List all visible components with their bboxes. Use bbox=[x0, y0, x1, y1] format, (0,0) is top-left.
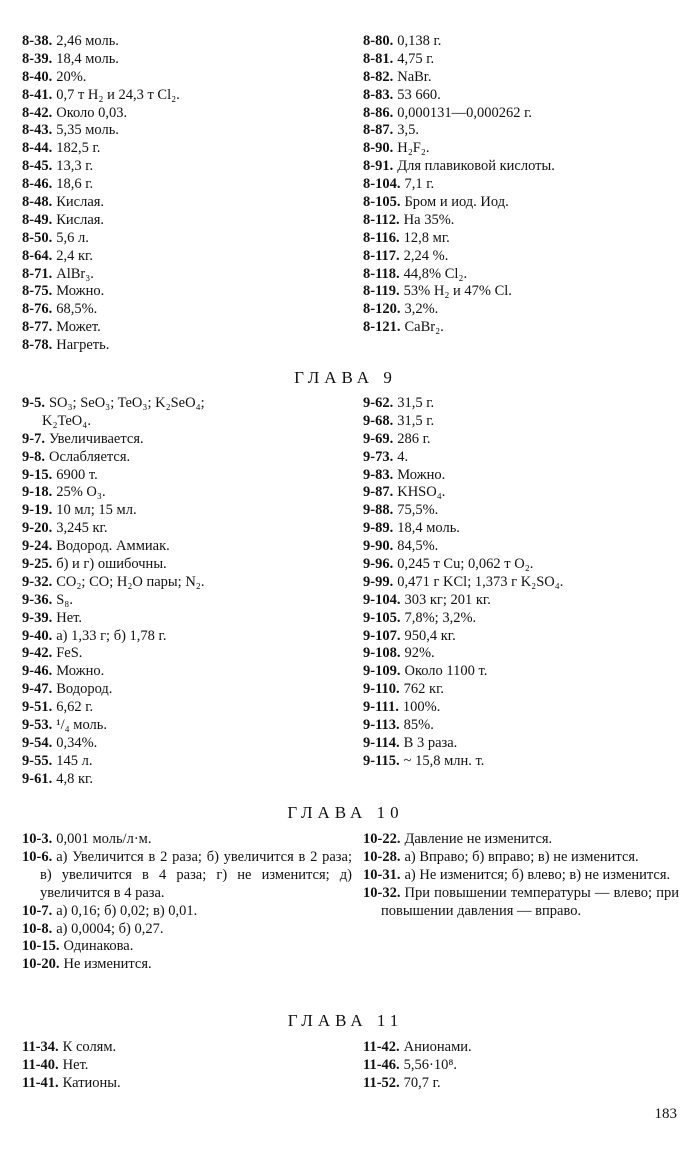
answer-entry bbox=[363, 628, 683, 646]
chapter11-right-column bbox=[363, 1039, 683, 1093]
answer-entry bbox=[22, 301, 352, 319]
answer-number: 9-110. bbox=[363, 681, 400, 698]
answer-entry bbox=[363, 592, 683, 610]
answer-entry bbox=[363, 158, 683, 176]
answer-text: 6900 т. bbox=[56, 466, 98, 483]
answer-entry bbox=[363, 283, 683, 301]
answer-number: 8-83. bbox=[363, 86, 394, 103]
answer-number: 9-54. bbox=[22, 734, 53, 751]
answer-number: 9-5. bbox=[22, 395, 45, 411]
answer-text: 182,5 г. bbox=[56, 140, 101, 157]
answer-entry bbox=[22, 735, 352, 753]
answer-text: На 35%. bbox=[403, 211, 455, 228]
answer-entry bbox=[22, 266, 352, 284]
answer-number: 8-71. bbox=[22, 265, 53, 282]
answer-text: ¹/₄ моль. bbox=[56, 717, 107, 734]
answer-text: К солям. bbox=[62, 1039, 117, 1055]
answer-number: 8-44. bbox=[22, 140, 53, 157]
answer-entry bbox=[22, 33, 352, 51]
answer-number: 8-86. bbox=[363, 104, 394, 121]
answer-text: а) 1,33 г; б) 1,78 г. bbox=[56, 627, 167, 644]
answer-text: 13,3 г. bbox=[56, 158, 94, 175]
answer-number: 9-42. bbox=[22, 645, 53, 662]
answer-text: 75,5%. bbox=[397, 502, 439, 519]
answer-number: 8-118. bbox=[363, 265, 400, 282]
answer-entry bbox=[22, 645, 352, 663]
answer-number: 8-41. bbox=[22, 86, 53, 103]
answer-text: Водород. Аммиак. bbox=[56, 538, 170, 555]
answer-entry bbox=[22, 194, 352, 212]
answer-text: Не изменится. bbox=[63, 956, 152, 973]
answer-text: Катионы. bbox=[62, 1074, 121, 1091]
answer-number: 8-80. bbox=[363, 33, 394, 49]
answer-number: 9-99. bbox=[363, 573, 394, 590]
answer-number: 9-68. bbox=[363, 412, 394, 429]
answer-entry bbox=[363, 867, 679, 885]
answer-text: K₂TeO₄. bbox=[42, 412, 91, 429]
answer-number: 9-108. bbox=[363, 645, 401, 662]
answer-text: SO₃; SeO₃; TeO₃; K₂SeO₄; bbox=[48, 395, 205, 411]
answer-number: 9-18. bbox=[22, 484, 53, 501]
answer-text: 0,245 т Cu; 0,062 т O₂. bbox=[397, 556, 534, 573]
answer-number: 9-73. bbox=[363, 448, 394, 465]
answer-number: 9-46. bbox=[22, 663, 53, 680]
answer-text: CaBr₂. bbox=[404, 319, 444, 336]
answer-number: 9-51. bbox=[22, 699, 53, 716]
answer-entry bbox=[22, 938, 352, 956]
answer-number: 9-69. bbox=[363, 430, 394, 447]
answer-number: 9-40. bbox=[22, 627, 53, 644]
answer-entry bbox=[363, 753, 683, 771]
answer-entry bbox=[363, 105, 683, 123]
answer-number: 8-91. bbox=[363, 158, 394, 175]
answer-number: 11-46. bbox=[363, 1056, 400, 1073]
answer-text: 303 кг; 201 кг. bbox=[404, 591, 491, 608]
answer-text: 68,5%. bbox=[56, 301, 98, 318]
answer-entry bbox=[22, 413, 352, 431]
answer-number: 8-49. bbox=[22, 211, 53, 228]
answer-entry bbox=[363, 395, 683, 413]
answer-number: 8-64. bbox=[22, 247, 53, 264]
answer-text: KHSO₄. bbox=[397, 484, 446, 501]
answer-entry bbox=[22, 520, 352, 538]
answer-text: Около 0,03. bbox=[56, 104, 128, 121]
answer-number: 9-36. bbox=[22, 591, 53, 608]
answer-number: 8-45. bbox=[22, 158, 53, 175]
chapter11-heading: ГЛАВА 11 bbox=[287, 1011, 404, 1030]
answer-text: а) Вправо; б) вправо; в) не изменится. bbox=[404, 848, 639, 865]
answer-text: 0,001 моль/л·м. bbox=[56, 831, 152, 847]
answer-number: 8-48. bbox=[22, 194, 53, 211]
answer-text: Нет. bbox=[62, 1056, 89, 1073]
answer-text: Можно. bbox=[397, 466, 446, 483]
answer-entry bbox=[363, 484, 683, 502]
answer-entry bbox=[22, 230, 352, 248]
answer-number: 8-75. bbox=[22, 283, 53, 300]
answer-text: 70,7 г. bbox=[403, 1074, 441, 1091]
answer-text: S₈. bbox=[56, 591, 73, 608]
answer-text: 7,8%; 3,2%. bbox=[404, 609, 477, 626]
answer-number: 9-90. bbox=[363, 538, 394, 555]
answer-entry bbox=[363, 502, 683, 520]
answer-number: 9-115. bbox=[363, 752, 400, 769]
answer-number: 10-6. bbox=[22, 848, 53, 865]
chapter10-right-column bbox=[363, 831, 679, 921]
answer-entry bbox=[363, 849, 679, 867]
answer-text: 4,75 г. bbox=[397, 50, 435, 67]
answer-number: 9-25. bbox=[22, 556, 53, 573]
answer-entry bbox=[363, 319, 683, 337]
answer-text: Около 1100 т. bbox=[404, 663, 488, 680]
answer-entry bbox=[363, 1057, 683, 1075]
answer-number: 9-32. bbox=[22, 573, 53, 590]
answer-entry bbox=[22, 574, 352, 592]
answer-text: Одинакова. bbox=[63, 938, 134, 955]
answer-text: а) Не изменится; б) влево; в) не изменится. bbox=[404, 866, 671, 883]
answer-number: 9-83. bbox=[363, 466, 394, 483]
answer-entry bbox=[363, 413, 683, 431]
answer-entry bbox=[363, 122, 683, 140]
chapter10-heading: ГЛАВА 10 bbox=[287, 803, 404, 822]
answer-text: Для плавиковой кислоты. bbox=[397, 158, 555, 175]
answer-text: 92%. bbox=[404, 645, 435, 662]
answer-entry bbox=[363, 51, 683, 69]
answer-text: AlBr₃. bbox=[56, 265, 94, 282]
answer-number: 8-78. bbox=[22, 337, 53, 354]
answer-text: В 3 раза. bbox=[403, 734, 458, 751]
answer-entry bbox=[363, 212, 683, 230]
answer-number: 8-76. bbox=[22, 301, 53, 318]
answer-number: 8-119. bbox=[363, 283, 400, 300]
answer-number: 8-117. bbox=[363, 247, 400, 264]
answer-text: 6,62 г. bbox=[56, 699, 94, 716]
answer-number: 8-43. bbox=[22, 122, 53, 139]
answer-text: H₂F₂. bbox=[397, 140, 430, 157]
answer-text: 18,4 моль. bbox=[56, 50, 119, 67]
answer-number: 9-105. bbox=[363, 609, 401, 626]
answer-text: NaBr. bbox=[397, 68, 432, 85]
answer-entry bbox=[22, 921, 352, 939]
answer-entry bbox=[22, 610, 352, 628]
answer-number: 9-39. bbox=[22, 609, 53, 626]
answer-text: 762 кг. bbox=[403, 681, 445, 698]
answer-text: а) 0,16; б) 0,02; в) 0,01. bbox=[56, 902, 198, 919]
answer-text: 7,1 г. bbox=[404, 176, 435, 193]
answer-entry bbox=[22, 903, 352, 921]
answer-entry bbox=[22, 212, 352, 230]
answer-number: 10-3. bbox=[22, 831, 53, 847]
answer-entry bbox=[363, 574, 683, 592]
answer-entry bbox=[363, 431, 683, 449]
answer-number: 11-41. bbox=[22, 1074, 59, 1091]
answer-entry bbox=[22, 717, 352, 735]
answer-entry bbox=[363, 266, 683, 284]
answer-text: 950,4 кг. bbox=[404, 627, 456, 644]
answer-number: 8-40. bbox=[22, 68, 53, 85]
answer-number: 9-88. bbox=[363, 502, 394, 519]
answer-text: 5,35 моль. bbox=[56, 122, 119, 139]
answer-number: 8-121. bbox=[363, 319, 401, 336]
answer-number: 8-112. bbox=[363, 211, 400, 228]
answer-text: 84,5%. bbox=[397, 538, 439, 555]
answer-text: 20%. bbox=[56, 68, 87, 85]
answer-number: 9-96. bbox=[363, 556, 394, 573]
answer-number: 8-116. bbox=[363, 229, 400, 246]
answer-entry bbox=[22, 538, 352, 556]
answer-number: 8-46. bbox=[22, 176, 53, 193]
answer-entry bbox=[22, 467, 352, 485]
answer-text: 53% H₂ и 47% Cl. bbox=[403, 283, 512, 300]
answer-text: Кислая. bbox=[56, 211, 105, 228]
chapter9-left-column bbox=[22, 395, 352, 789]
answer-text: 100%. bbox=[402, 699, 441, 716]
answer-entry bbox=[22, 1075, 352, 1093]
answer-entry bbox=[22, 87, 352, 105]
answer-entry bbox=[363, 663, 683, 681]
answer-entry bbox=[22, 395, 352, 413]
answer-number: 9-89. bbox=[363, 520, 394, 537]
answer-number: 9-15. bbox=[22, 466, 53, 483]
answer-entry bbox=[363, 87, 683, 105]
answer-number: 9-62. bbox=[363, 395, 394, 411]
answer-number: 11-40. bbox=[22, 1056, 59, 1073]
answer-number: 9-61. bbox=[22, 770, 53, 787]
answer-text: 18,4 моль. bbox=[397, 520, 460, 537]
answer-text: 85%. bbox=[403, 717, 434, 734]
answer-entry bbox=[22, 431, 352, 449]
answer-entry bbox=[363, 717, 683, 735]
answer-entry bbox=[22, 592, 352, 610]
answer-entry bbox=[22, 628, 352, 646]
answer-text: 0,000131—0,000262 г. bbox=[397, 104, 533, 121]
answer-number: 9-109. bbox=[363, 663, 401, 680]
answer-text: Водород. bbox=[56, 681, 113, 698]
answer-text: 12,8 мг. bbox=[403, 229, 450, 246]
answer-number: 9-53. bbox=[22, 717, 53, 734]
answer-entry bbox=[22, 319, 352, 337]
answer-entry bbox=[363, 140, 683, 158]
answer-text: Ослабляется. bbox=[48, 448, 131, 465]
answer-number: 8-120. bbox=[363, 301, 401, 318]
answer-number: 11-34. bbox=[22, 1039, 59, 1055]
answer-text: ~ 15,8 млн. т. bbox=[403, 752, 485, 769]
answer-text: 18,6 г. bbox=[56, 176, 94, 193]
answer-text: 31,5 г. bbox=[397, 412, 435, 429]
answer-number: 11-42. bbox=[363, 1039, 400, 1055]
answer-text: Давление не изменится. bbox=[404, 831, 553, 847]
answer-number: 9-114. bbox=[363, 734, 400, 751]
answer-entry bbox=[22, 831, 352, 849]
answer-entry bbox=[22, 449, 352, 467]
answer-text: CO₂; CO; H₂O пары; N₂. bbox=[56, 573, 205, 590]
answer-entry bbox=[363, 1075, 683, 1093]
answer-text: 2,24 %. bbox=[403, 247, 449, 264]
answer-text: FeS. bbox=[56, 645, 83, 662]
answer-number: 11-52. bbox=[363, 1074, 400, 1091]
answer-entry bbox=[22, 122, 352, 140]
answer-number: 8-87. bbox=[363, 122, 394, 139]
answer-number: 10-32. bbox=[363, 884, 401, 901]
answer-entry bbox=[363, 69, 683, 87]
answer-entry bbox=[22, 771, 352, 789]
answer-text: б) и г) ошибочны. bbox=[56, 556, 167, 573]
answer-entry bbox=[22, 502, 352, 520]
answer-number: 10-22. bbox=[363, 831, 401, 847]
answer-entry bbox=[363, 538, 683, 556]
answer-entry bbox=[22, 556, 352, 574]
answer-entry bbox=[22, 140, 352, 158]
answer-text: 0,34%. bbox=[56, 734, 98, 751]
answer-entry bbox=[22, 849, 352, 903]
answer-text: 286 г. bbox=[397, 430, 431, 447]
answer-number: 8-77. bbox=[22, 319, 53, 336]
answer-text: Может. bbox=[56, 319, 101, 336]
answer-number: 10-28. bbox=[363, 848, 401, 865]
answer-number: 9-7. bbox=[22, 430, 45, 447]
answer-entry bbox=[22, 158, 352, 176]
answer-number: 9-87. bbox=[363, 484, 394, 501]
answer-number: 9-104. bbox=[363, 591, 401, 608]
answer-number: 8-90. bbox=[363, 140, 394, 157]
chapter9-right-column bbox=[363, 395, 683, 771]
page-number: 183 bbox=[654, 1106, 677, 1122]
answer-number: 10-31. bbox=[363, 866, 401, 883]
answer-entry bbox=[22, 69, 352, 87]
answer-entry bbox=[22, 51, 352, 69]
answer-text: а) 0,0004; б) 0,27. bbox=[56, 920, 164, 937]
answer-number: 10-8. bbox=[22, 920, 53, 937]
answer-entry bbox=[363, 885, 679, 921]
answer-number: 9-107. bbox=[363, 627, 401, 644]
answer-text: 53 660. bbox=[397, 86, 441, 103]
answer-number: 8-82. bbox=[363, 68, 394, 85]
answer-number: 9-24. bbox=[22, 538, 53, 555]
answer-entry bbox=[363, 33, 683, 51]
answer-entry bbox=[22, 956, 352, 974]
answer-text: 3,2%. bbox=[404, 301, 439, 318]
answer-number: 8-105. bbox=[363, 194, 401, 211]
answer-entry bbox=[22, 176, 352, 194]
answer-number: 10-7. bbox=[22, 902, 53, 919]
answer-entry bbox=[22, 248, 352, 266]
section8-right-column bbox=[363, 33, 683, 337]
answer-text: Бром и иод. Иод. bbox=[404, 194, 509, 211]
answer-entry bbox=[22, 753, 352, 771]
answer-entry bbox=[22, 484, 352, 502]
answer-entry bbox=[22, 681, 352, 699]
answer-entry bbox=[363, 301, 683, 319]
answer-entry bbox=[363, 610, 683, 628]
answer-entry bbox=[363, 681, 683, 699]
answer-text: 31,5 г. bbox=[397, 395, 435, 411]
answer-text: Нет. bbox=[56, 609, 82, 626]
answer-entry bbox=[22, 699, 352, 717]
answer-number: 8-50. bbox=[22, 229, 53, 246]
answer-text: а) Увеличится в 2 раза; б) увеличится в 2 раза; в) увеличится в 4 раза; г) не изменится; д) увеличится в 4 раза. bbox=[40, 848, 352, 901]
answer-number: 8-81. bbox=[363, 50, 394, 67]
answer-text: 0,138 г. bbox=[397, 33, 442, 49]
answer-entry bbox=[363, 520, 683, 538]
answer-text: 4,8 кг. bbox=[56, 770, 93, 787]
answer-number: 9-19. bbox=[22, 502, 53, 519]
answer-text: 2,4 кг. bbox=[56, 247, 93, 264]
answer-entry bbox=[22, 1039, 352, 1057]
answer-entry bbox=[22, 337, 352, 355]
answer-text: 10 мл; 15 мл. bbox=[56, 502, 137, 519]
answer-number: 8-104. bbox=[363, 176, 401, 193]
answer-text: 3,5. bbox=[397, 122, 419, 139]
chapter11-left-column bbox=[22, 1039, 352, 1093]
answer-entry bbox=[363, 194, 683, 212]
answer-text: 2,46 моль. bbox=[56, 33, 119, 49]
answer-text: 5,56·10⁸. bbox=[403, 1056, 458, 1073]
answer-entry bbox=[363, 831, 679, 849]
answer-text: Нагреть. bbox=[56, 337, 110, 354]
answer-entry bbox=[363, 449, 683, 467]
answer-number: 8-42. bbox=[22, 104, 53, 121]
answer-entry bbox=[363, 176, 683, 194]
answer-number: 9-111. bbox=[363, 699, 399, 716]
answer-text: Кислая. bbox=[56, 194, 105, 211]
answer-number: 9-113. bbox=[363, 717, 400, 734]
answer-text: При повышении температуры — влево; при повышении давления — вправо. bbox=[381, 884, 679, 919]
answer-number: 8-39. bbox=[22, 50, 53, 67]
answer-text: Можно. bbox=[56, 283, 105, 300]
answer-text: 0,471 г KCl; 1,373 г K₂SO₄. bbox=[397, 573, 564, 590]
chapter9-heading: ГЛАВА 9 bbox=[294, 368, 397, 387]
answer-entry bbox=[363, 248, 683, 266]
chapter10-left-column bbox=[22, 831, 352, 974]
answer-text: 25% O₃. bbox=[56, 484, 106, 501]
answer-text: 3,245 кг. bbox=[56, 520, 108, 537]
answer-text: Анионами. bbox=[403, 1039, 472, 1055]
answer-text: 145 л. bbox=[56, 752, 93, 769]
answer-text: Увеличивается. bbox=[48, 430, 144, 447]
answer-number: 10-15. bbox=[22, 938, 60, 955]
answer-entry bbox=[363, 467, 683, 485]
answer-number: 8-38. bbox=[22, 33, 53, 49]
answer-number: 9-55. bbox=[22, 752, 53, 769]
answer-number: 9-47. bbox=[22, 681, 53, 698]
answer-entry bbox=[22, 283, 352, 301]
answer-text: 5,6 л. bbox=[56, 229, 89, 246]
answer-entry bbox=[363, 1039, 683, 1057]
answer-number: 10-20. bbox=[22, 956, 60, 973]
answer-text: 4. bbox=[397, 448, 409, 465]
answer-entry bbox=[363, 556, 683, 574]
answer-text: Можно. bbox=[56, 663, 105, 680]
answer-entry bbox=[363, 735, 683, 753]
answer-entry bbox=[363, 645, 683, 663]
answer-number: 9-20. bbox=[22, 520, 53, 537]
answer-entry bbox=[22, 105, 352, 123]
answer-text: 0,7 т H₂ и 24,3 т Cl₂. bbox=[56, 86, 180, 103]
answer-entry bbox=[363, 699, 683, 717]
answer-entry bbox=[22, 663, 352, 681]
section8-left-column bbox=[22, 33, 352, 355]
answer-entry bbox=[22, 1057, 352, 1075]
answer-number: 9-8. bbox=[22, 448, 45, 465]
answer-entry bbox=[363, 230, 683, 248]
answer-text: 44,8% Cl₂. bbox=[403, 265, 468, 282]
